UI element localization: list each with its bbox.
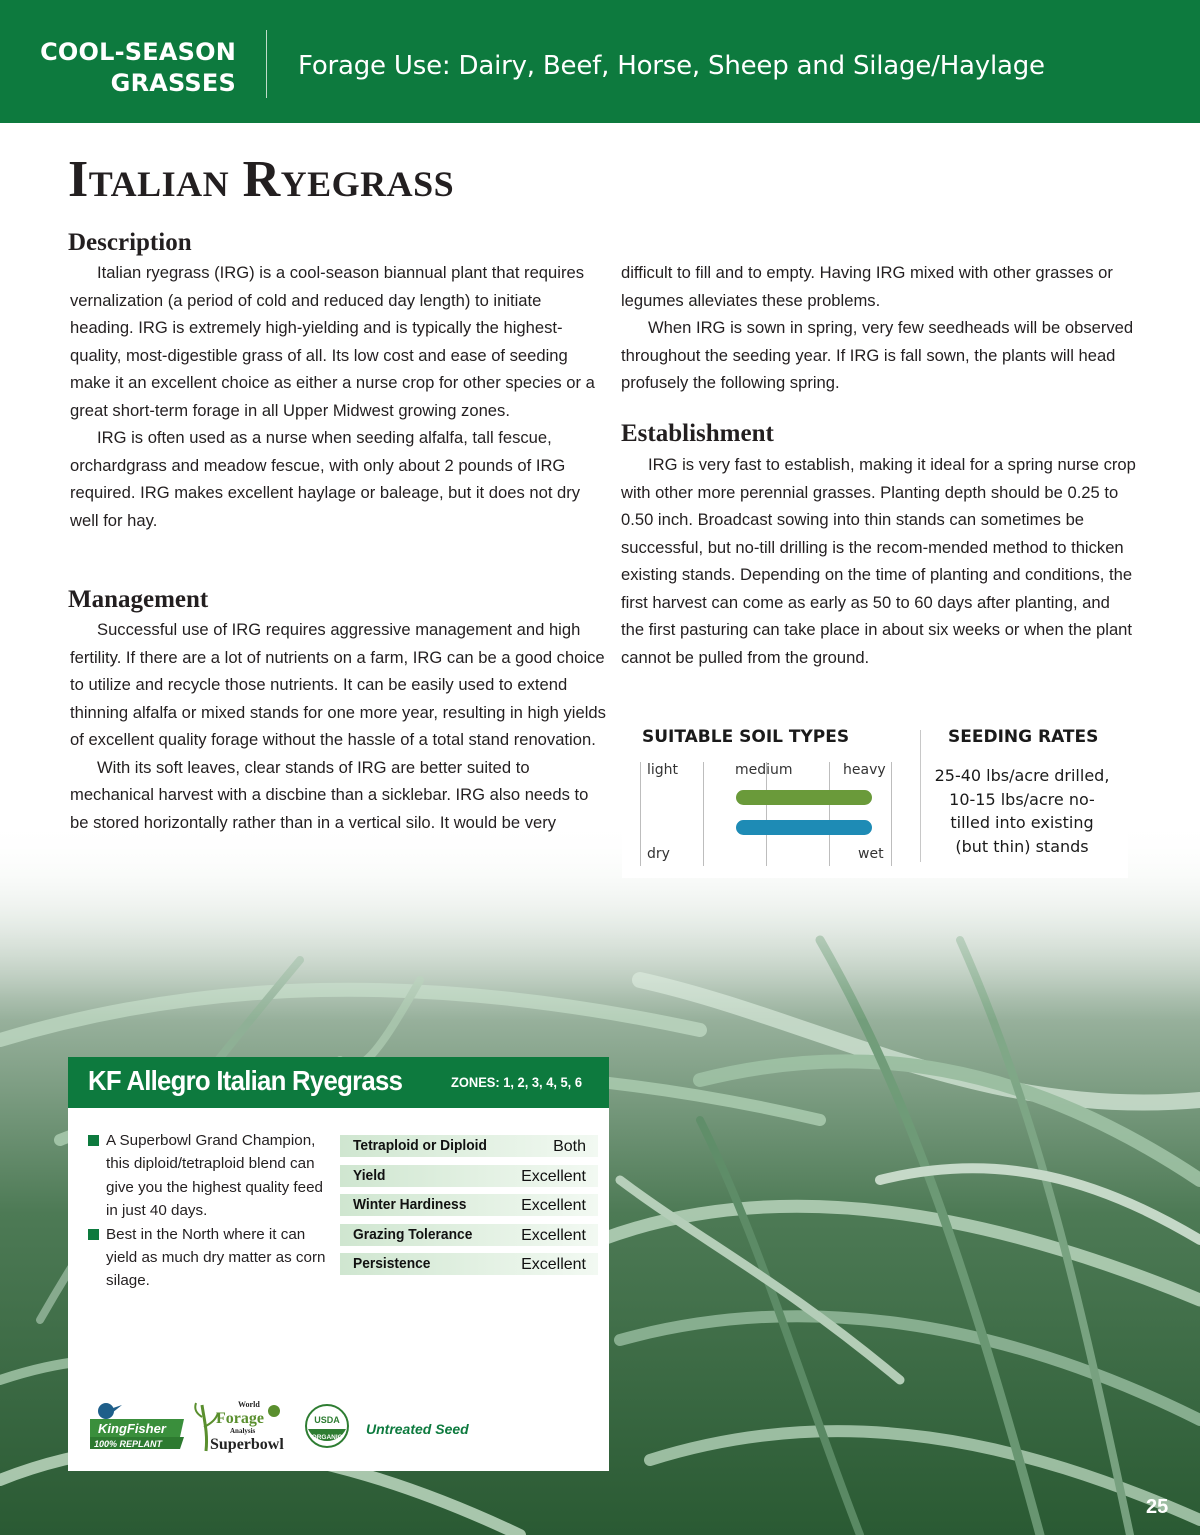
attribute-name: Grazing Tolerance xyxy=(353,1225,473,1243)
attribute-name: Persistence xyxy=(353,1255,431,1273)
soil-label-wet: wet xyxy=(858,846,884,862)
kingfisher-name: KingFisher xyxy=(98,1421,166,1436)
description-paragraph: Italian ryegrass (IRG) is a cool-season biannual plant that requires vernalization (a period of cold and reduced day length) to initiate heading. IRG is extremely high-yielding and is typically the highest-quality, most-digestible grass of all. Its low cost and ease of seeding make it an excellent choice as either a nurse crop for other species or a great short-term forage in all Upper Midwest growing zones. xyxy=(70,263,595,420)
superbowl-text-analysis: Analysis xyxy=(230,1427,256,1435)
superbowl-text-superbowl: Superbowl xyxy=(210,1436,284,1453)
attribute-name: Yield xyxy=(353,1166,386,1184)
bullet-square-icon xyxy=(88,1229,99,1240)
attribute-value: Excellent xyxy=(521,1197,586,1215)
seeding-rate-line: 10-15 lbs/acre no- xyxy=(949,789,1095,809)
organic-text: ORGANIC xyxy=(311,1434,343,1441)
seeding-rate-line: tilled into existing xyxy=(950,813,1094,832)
management-paragraph: Successful use of IRG requires aggressive management and high fertility. If there are a lot of nutrients on a farm, IRG can be a good choice to utilize and recycle those nutrients. It can be easily used to extend thinning alfalfa or mixed stands for one more year, resulting in high yields of excellent quality forage without the hassle of a total stand renovation. xyxy=(70,620,606,749)
soil-types-title: SUITABLE SOIL TYPES xyxy=(642,727,850,747)
attribute-row xyxy=(340,1165,598,1187)
forage-use: Forage Use: Dairy, Beef, Horse, Sheep and Silage/Haylage xyxy=(298,51,1045,81)
bullet-square-icon xyxy=(88,1135,99,1146)
attribute-name: Winter Hardiness xyxy=(353,1196,467,1214)
superbowl-text-forage: Forage xyxy=(216,1410,264,1427)
seeding-rate-line: (but thin) stands xyxy=(955,836,1089,856)
soil-label-medium: medium xyxy=(735,762,793,778)
soil-seeding-panel xyxy=(622,712,1128,878)
category-label xyxy=(40,37,236,99)
management-paragraph: With its soft leaves, clear stands of IRG are better suited to mechanical harvest with a discbine than a sicklebar. IRG also needs to be stored horizontally rather than in a vertical silo. It would be very xyxy=(70,757,589,832)
untreated-seed-label: Untreated Seed xyxy=(366,1421,469,1437)
attribute-value: Excellent xyxy=(521,1167,586,1185)
attribute-name: Tetraploid or Diploid xyxy=(353,1137,487,1154)
soil-type-chart xyxy=(640,762,892,866)
kingfisher-logo xyxy=(88,1397,188,1455)
soil-gridline xyxy=(640,762,641,866)
product-bullets xyxy=(88,1129,333,1293)
bullet-text: Best in the North where it can yield as much dry matter as corn silage. xyxy=(106,1225,326,1290)
attribute-row xyxy=(340,1224,598,1246)
product-name: KF Allegro Italian Ryegrass xyxy=(88,1065,403,1096)
management-heading: Management xyxy=(68,586,209,613)
establishment-text xyxy=(621,451,1136,671)
establishment-paragraph: IRG is very fast to establish, making it ideal for a spring nurse crop with other more perennial grasses. Planting depth should be 0.25 to 0.50 inch. Broadcast sowing into thin stands can sometimes be successful, but no-till drilling is the recom-mended method to thicken existing stands. Depending on the time of planting and conditions, the first harvest can come as early as 50 to 60 days after planting, and the first pasturing can take place in about six weeks or when the plant cannot be pulled from the ground. xyxy=(621,455,1136,667)
soil-label-dry: dry xyxy=(647,846,670,862)
attribute-value: Both xyxy=(553,1138,586,1155)
seeding-rate-line: 25-40 lbs/acre drilled, xyxy=(934,766,1110,785)
description-paragraph: IRG is often used as a nurse when seeding alfalfa, tall fescue, orchardgrass and meadow fescue, with only about 2 pounds of IRG required. IRG makes excellent haylage or baleage, but it does not dry well for hay. xyxy=(70,428,581,530)
product-zones: ZONES: 1, 2, 3, 4, 5, 6 xyxy=(451,1074,583,1090)
kingfisher-tagline: 100% REPLANT xyxy=(94,1439,163,1449)
attribute-value: Excellent xyxy=(521,1226,586,1244)
header-divider xyxy=(266,30,267,98)
superbowl-text-world: World xyxy=(238,1400,260,1409)
header-band xyxy=(0,0,1200,123)
product-bullet xyxy=(88,1129,333,1223)
bullet-text: A Superbowl Grand Champion, this diploid/tetraploid blend can give you the highest quality feed in just 40 days. xyxy=(106,1132,323,1220)
category-line-2: GRASSES xyxy=(110,69,236,97)
attribute-row xyxy=(340,1135,598,1157)
forage-superbowl-logo xyxy=(194,1397,290,1455)
soil-label-light: light xyxy=(647,762,679,778)
attribute-row xyxy=(340,1253,598,1275)
panel-divider xyxy=(920,730,921,862)
right-column xyxy=(621,259,1136,397)
page-number: 25 xyxy=(1146,1496,1169,1518)
usda-organic-seal xyxy=(304,1403,350,1449)
category-line-1: COOL-SEASON xyxy=(40,38,236,66)
management-paragraph: When IRG is sown in spring, very few seedheads will be observed throughout the seeding year. If IRG is fall sown, the plants will head profusely the following spring. xyxy=(621,318,1134,392)
attribute-value: Excellent xyxy=(521,1256,586,1274)
soil-label-heavy: heavy xyxy=(843,762,886,778)
soil-gridline xyxy=(829,762,830,866)
product-bullet xyxy=(88,1223,333,1293)
management-text xyxy=(70,616,606,836)
management-paragraph-continued: difficult to fill and to empty. Having IRG mixed with other grasses or legumes alleviates these problems. xyxy=(621,263,1113,310)
certification-logos xyxy=(88,1397,598,1455)
product-attributes xyxy=(340,1135,598,1283)
usda-text: USDA xyxy=(314,1415,340,1425)
left-column xyxy=(70,259,606,534)
soil-gridline xyxy=(891,762,892,866)
description-heading: Description xyxy=(68,229,192,256)
product-card-header xyxy=(68,1057,609,1108)
attribute-row xyxy=(340,1194,598,1216)
product-card xyxy=(68,1057,609,1471)
soil-moisture-range-bar xyxy=(736,820,872,835)
seeding-rates-text xyxy=(928,764,1116,858)
seeding-rates-title: SEEDING RATES xyxy=(948,727,1099,747)
establishment-heading: Establishment xyxy=(621,420,774,447)
page-title: Italian Ryegrass xyxy=(68,151,455,208)
soil-texture-range-bar xyxy=(736,790,872,805)
soil-gridline xyxy=(703,762,704,866)
